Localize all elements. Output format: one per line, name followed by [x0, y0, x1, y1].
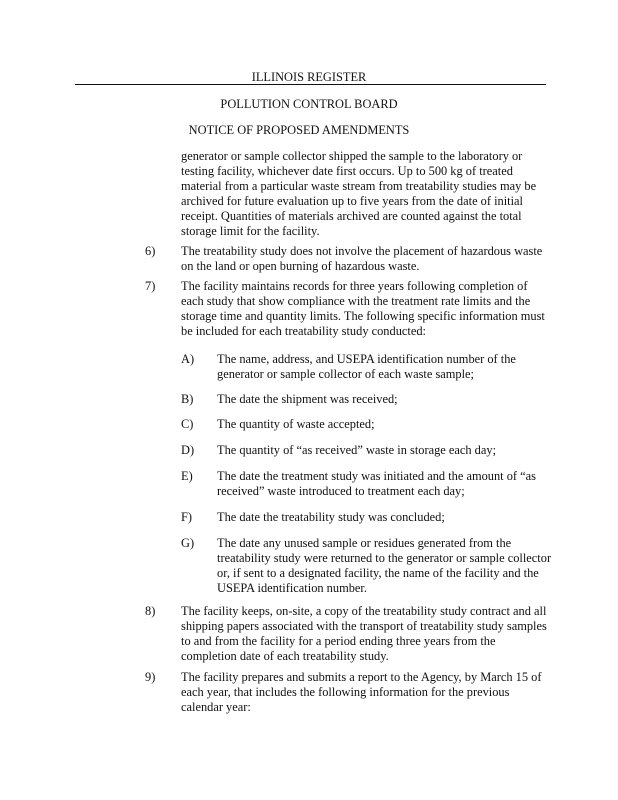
paragraph-line: generator or sample collector shipped the sample to the laboratory or: [181, 149, 523, 163]
subitem-line: received” waste introduced to treatment each day;: [217, 484, 465, 498]
item-line: on the land or open burning of hazardous waste.: [181, 259, 420, 273]
subitem-line: generator or sample collector of each waste sample;: [217, 367, 474, 381]
item-line: be included for each treatability study conducted:: [181, 324, 426, 338]
paragraph-line: receipt. Quantities of materials archived are counted against the total: [181, 209, 522, 223]
paragraph-line: storage limit for the facility.: [181, 224, 320, 238]
subitem-line: treatability study were returned to the generator or sample collector: [217, 551, 552, 565]
item-line: The facility prepares and submits a report to the Agency, by March 15 of: [181, 670, 542, 684]
subitem-line: The name, address, and USEPA identification number of the: [217, 352, 516, 366]
item-line: shipping papers associated with the transport of treatability study samples: [181, 619, 547, 633]
paragraph-line: material from a particular waste stream from treatability studies may be: [181, 179, 537, 193]
subitem-line: The date the shipment was received;: [217, 392, 398, 406]
subitem-line: or, if sent to a designated facility, the name of the facility and the: [217, 566, 539, 580]
paragraph-line: archived for future evaluation up to five years from the date of initial: [181, 194, 523, 208]
item-line: The treatability study does not involve the placement of hazardous waste: [181, 244, 543, 258]
subitem-line: The quantity of waste accepted;: [217, 417, 375, 431]
subitem-letter: C): [181, 417, 194, 431]
item-line: The facility keeps, on-site, a copy of the treatability study contract and all: [181, 604, 547, 618]
subitem-line: USEPA identification number.: [217, 581, 367, 595]
subitem-letter: B): [181, 392, 194, 406]
item-number: 7): [145, 279, 156, 293]
subitem-letter: A): [181, 352, 195, 366]
subitem-line: The date any unused sample or residues generated from the: [217, 536, 512, 550]
item-line: each study that show compliance with the treatment rate limits and the: [181, 294, 531, 308]
item-line: completion date of each treatability study.: [181, 649, 389, 663]
paragraph-line: testing facility, whichever date first occurs. Up to 500 kg of treated: [181, 164, 513, 178]
item-line: to and from the facility for a period ending three years from the: [181, 634, 496, 648]
board-title: POLLUTION CONTROL BOARD: [220, 97, 398, 111]
register-title: ILLINOIS REGISTER: [251, 70, 367, 84]
item-line: storage time and quantity limits. The following specific information must: [181, 309, 545, 323]
notice-title: NOTICE OF PROPOSED AMENDMENTS: [188, 123, 410, 137]
subitem-letter: G): [181, 536, 195, 550]
item-number: 6): [145, 244, 156, 258]
subitem-line: The quantity of “as received” waste in storage each day;: [217, 443, 497, 457]
subitem-line: The date the treatment study was initiated and the amount of “as: [217, 469, 536, 483]
subitem-line: The date the treatability study was concluded;: [217, 510, 445, 524]
item-number: 9): [145, 670, 156, 684]
subitem-letter: D): [181, 443, 195, 457]
header-rule: [75, 84, 546, 85]
item-number: 8): [145, 604, 156, 618]
item-line: calendar year:: [181, 700, 251, 714]
item-line: each year, that includes the following information for the previous: [181, 685, 510, 699]
item-line: The facility maintains records for three years following completion of: [181, 279, 528, 293]
subitem-letter: E): [181, 469, 193, 483]
subitem-letter: F): [181, 510, 193, 524]
